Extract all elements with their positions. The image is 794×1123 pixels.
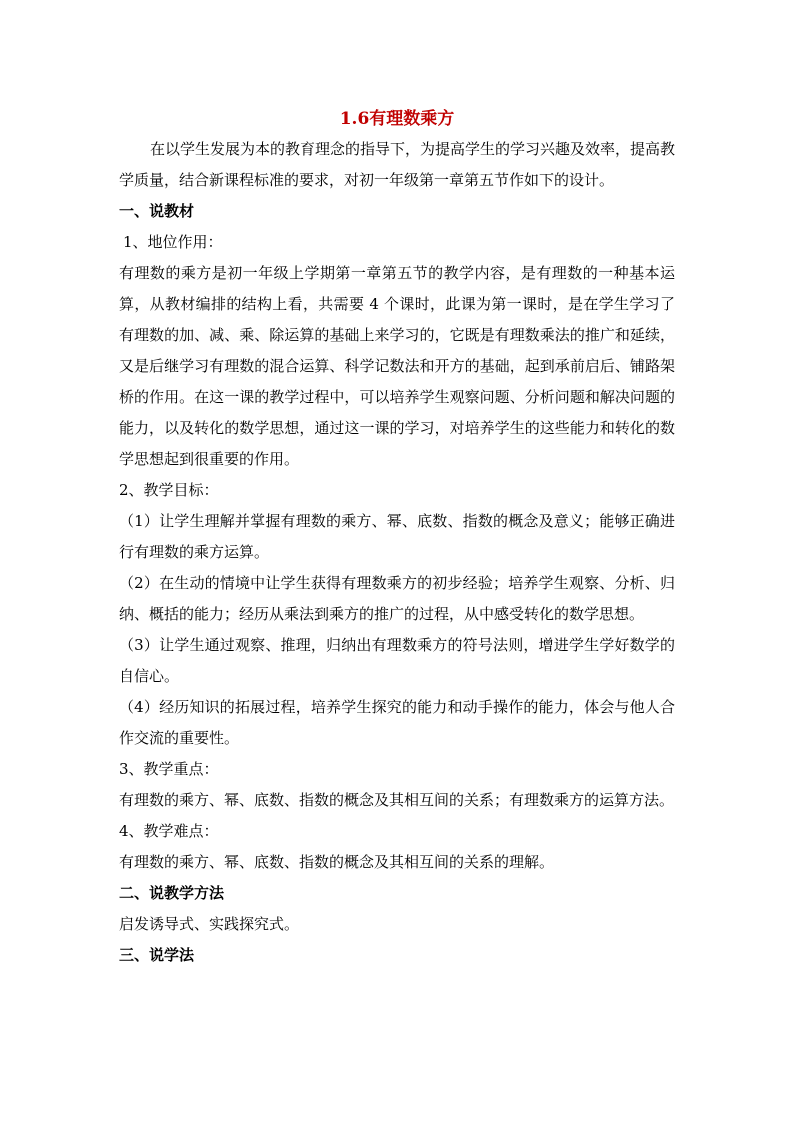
goal-item-1: （1）让学生理解并掌握有理数的乘方、幂、底数、指数的概念及意义；能够正确进行有理数的乘方运算。 [119,512,675,561]
document-title: 1.6有理数乘方 [339,109,455,129]
subheading-difficulties: 4、教学难点： [119,822,219,840]
subheading-goals: 2、教学目标： [119,481,219,499]
goal-item-3: （3）让学生通过观察、推理，归纳出有理数乘方的符号法则，增进学生学好数学的自信心。 [119,636,675,685]
subheading-position: 1、地位作用： [123,233,223,251]
document-page [119,104,675,971]
section-heading-learning: 三、说学法 [119,946,195,964]
key-points-paragraph: 有理数的乘方、幂、底数、指数的概念及其相互间的关系；有理数乘方的运算方法。 [119,791,675,809]
position-paragraph: 有理数的乘方是初一年级上学期第一章第五节的教学内容，是有理数的一种基本运算，从教材编排的结构上看，共需要 4 个课时，此课为第一课时，是在学生学习了有理数的加、减、乘、除运算的基础上来学习的，它既是有理数乘法的推广和延续，又是后继学习有理数的混合运算、科学记数法和开方的基础，起到承前启后、铺路架桥的作用。在这一课的教学过程中，可以培养学生观察问题、分析问题和解决问题的能力，以及转化的数学思想，通过这一课的学习，对培养学生的这些能力和转化的数学思想起到很重要的作用。 [119,264,675,468]
goal-item-2: （2）在生动的情境中让学生获得有理数乘方的初步经验；培养学生观察、分析、归纳、概括的能力；经历从乘法到乘方的推广的过程，从中感受转化的数学思想。 [119,574,675,623]
methods-paragraph: 启发诱导式、实践探究式。 [119,915,300,933]
section-heading-textbook: 一、说教材 [119,202,195,220]
difficulties-paragraph: 有理数的乘方、幂、底数、指数的概念及其相互间的关系的理解。 [119,853,555,871]
intro-paragraph: 在以学生发展为本的教育理念的指导下，为提高学生的学习兴趣及效率，提高教学质量，结合新课程标准的要求，对初一年级第一章第五节作如下的设计。 [119,140,676,189]
section-heading-methods: 二、说教学方法 [119,884,225,902]
goal-item-4: （4）经历知识的拓展过程，培养学生探究的能力和动手操作的能力，体会与他人合作交流的重要性。 [119,698,675,747]
subheading-key-points: 3、教学重点： [119,760,219,778]
